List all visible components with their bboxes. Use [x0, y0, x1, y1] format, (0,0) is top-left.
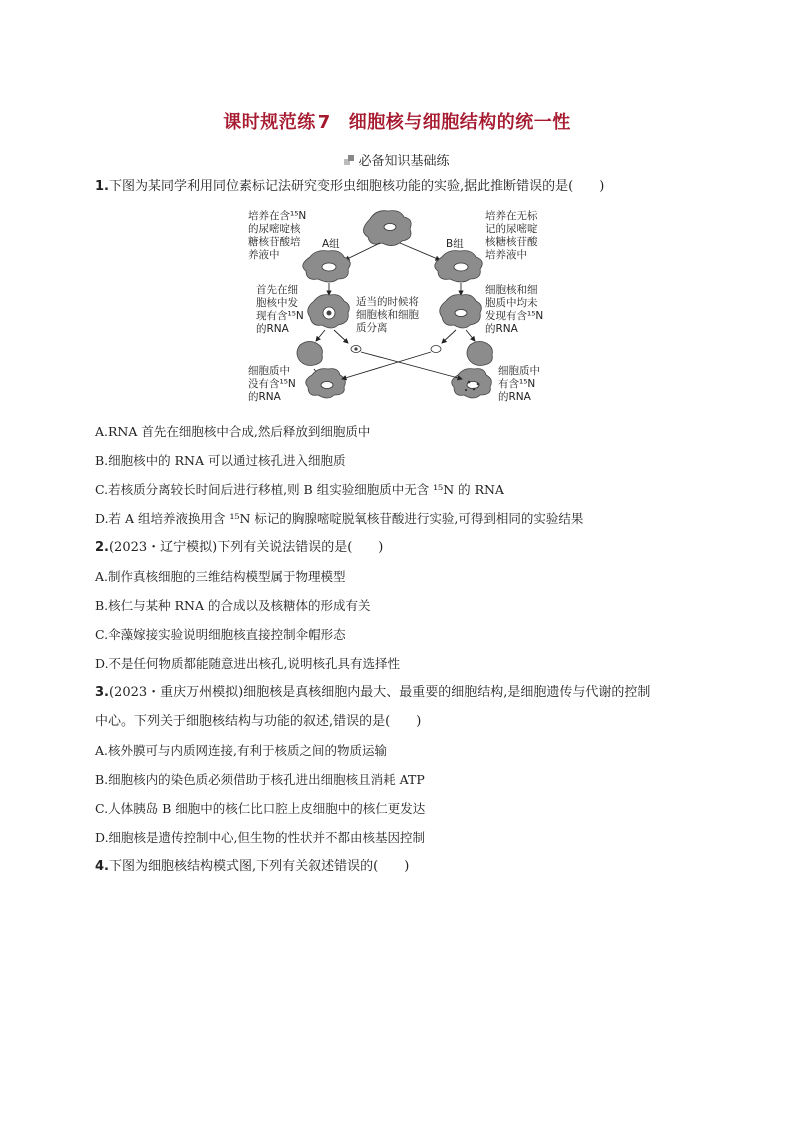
amoeba-cell-b2 — [440, 295, 482, 328]
q2-option-b — [95, 597, 370, 615]
right-mid-label-3: 发现有含¹⁵N — [485, 310, 544, 322]
group-b-label: B组 — [446, 238, 464, 250]
q1-option-b — [95, 452, 345, 470]
option-text: D.不是任何物质都能随意进出核孔,说明核孔具有选择性 — [95, 656, 401, 671]
left-top-label-1: 培养在含¹⁵N — [248, 210, 307, 222]
question-stem-line-1: (2023・重庆万州模拟)细胞核是真核细胞内最大、最重要的细胞结构,是细胞遗传与代谢的控制 — [108, 685, 651, 700]
unlabeled-nucleus-b — [431, 346, 441, 353]
question-stem: 下图为细胞核结构模式图,下列有关叙述错误的( ) — [108, 859, 410, 874]
q1-option-d — [95, 510, 583, 528]
right-bottom-label-3: 的RNA — [498, 391, 531, 403]
section-marker-icon — [344, 155, 356, 165]
amoeba-cell-a3 — [306, 369, 346, 398]
amoeba-cell-a2 — [308, 295, 350, 328]
amoeba-cell-b1 — [435, 251, 482, 282]
q1-option-c — [95, 481, 504, 499]
option-text: C.人体胰岛 B 细胞中的核仁比口腔上皮细胞中的核仁更发达 — [95, 801, 426, 816]
left-bottom-label-3: 的RNA — [248, 391, 281, 403]
center-label-2: 细胞核和细胞 — [356, 309, 419, 321]
question-number: 1. — [95, 179, 109, 194]
q2-option-c — [95, 626, 346, 644]
q1-option-a — [95, 423, 370, 441]
option-text: A.RNA 首先在细胞核中合成,然后释放到细胞质中 — [95, 424, 371, 439]
center-label-3: 质分离 — [356, 322, 388, 334]
title-sub: 细胞核与细胞结构的统一性 — [348, 112, 571, 133]
left-top-label-3: 糖核苷酸培 — [248, 236, 301, 248]
question-2 — [95, 539, 383, 557]
amoeba-cytoplasm-b — [467, 341, 492, 365]
title-number: 7 — [317, 112, 331, 133]
right-bottom-label-1: 细胞质中 — [498, 365, 540, 377]
option-text: D.细胞核是遗传控制中心,但生物的性状并不都由核基因控制 — [95, 830, 426, 845]
q3-option-d — [95, 829, 425, 847]
question-stem-line-2: 中心。下列关于细胞核结构与功能的叙述,错误的是( ) — [95, 714, 422, 729]
right-top-label-1: 培养在无标 — [485, 210, 538, 222]
amoeba-cell-top — [363, 211, 411, 246]
question-number: 4. — [95, 859, 109, 874]
left-mid-label-2: 胞核中发 — [256, 297, 298, 309]
right-bottom-label-2: 有含¹⁵N — [498, 378, 536, 390]
center-label-1: 适当的时候将 — [356, 296, 419, 308]
question-number: 2. — [95, 540, 109, 555]
option-text: B.细胞核内的染色质必须借助于核孔进出细胞核且消耗 ATP — [95, 772, 425, 787]
option-text: B.核仁与某种 RNA 的合成以及核糖体的形成有关 — [95, 598, 371, 613]
group-a-label: A组 — [322, 238, 340, 250]
left-top-label-4: 养液中 — [248, 249, 280, 261]
page-title — [0, 108, 794, 134]
question-stem: (2023・辽宁模拟)下列有关说法错误的是( ) — [108, 540, 384, 555]
right-top-label-4: 培养液中 — [485, 249, 527, 261]
q3-option-b — [95, 771, 425, 789]
question-stem: 下图为某同学利用同位素标记法研究变形虫细胞核功能的实验,据此推断错误的是( ) — [108, 179, 605, 194]
right-mid-label-1: 细胞核和细 — [485, 284, 538, 296]
question-3-continued — [95, 713, 421, 731]
q3-option-a — [95, 742, 387, 760]
option-text: B.细胞核中的 RNA 可以通过核孔进入细胞质 — [95, 453, 346, 468]
option-text: D.若 A 组培养液换用含 ¹⁵N 标记的胸腺嘧啶脱氧核苷酸进行实验,可得到相同的实验结果 — [95, 511, 584, 526]
q2-option-d — [95, 655, 400, 673]
right-top-label-3: 核糖核苷酸 — [485, 236, 538, 248]
question-4 — [95, 858, 409, 876]
amoeba-cell-a1 — [303, 251, 350, 282]
left-mid-label-4: 的RNA — [256, 323, 289, 335]
question-3 — [95, 684, 650, 702]
right-mid-label-4: 的RNA — [485, 323, 518, 335]
amoeba-cytoplasm-a — [297, 341, 322, 365]
left-top-label-2: 的尿嘧啶核 — [248, 223, 301, 235]
left-mid-label-3: 现有含¹⁵N — [256, 310, 304, 322]
right-top-label-2: 记的尿嘧啶 — [485, 223, 538, 235]
option-text: C.若核质分离较长时间后进行移植,则 B 组实验细胞质中无含 ¹⁵N 的 RNA — [95, 482, 504, 497]
option-text: C.伞藻嫁接实验说明细胞核直接控制伞帽形态 — [95, 627, 346, 642]
left-bottom-label-1: 细胞质中 — [248, 365, 290, 377]
title-main: 课时规范练 — [223, 112, 316, 133]
option-text: A.制作真核细胞的三维结构模型属于物理模型 — [95, 569, 346, 584]
question-number: 3. — [95, 685, 109, 700]
left-mid-label-1: 首先在细 — [256, 284, 298, 296]
question-1 — [95, 178, 604, 196]
q2-option-a — [95, 568, 346, 586]
left-bottom-label-2: 没有含¹⁵N — [248, 378, 296, 390]
amoeba-experiment-diagram — [230, 205, 570, 410]
section-title: 必备知识基础练 — [358, 154, 450, 169]
right-mid-label-2: 胞质中均未 — [485, 297, 538, 309]
labeled-nucleus-a — [351, 346, 361, 353]
option-text: A.核外膜可与内质网连接,有利于核质之间的物质运输 — [95, 743, 387, 758]
q3-option-c — [95, 800, 425, 818]
section-heading — [0, 150, 794, 169]
amoeba-cell-b3 — [452, 369, 492, 398]
